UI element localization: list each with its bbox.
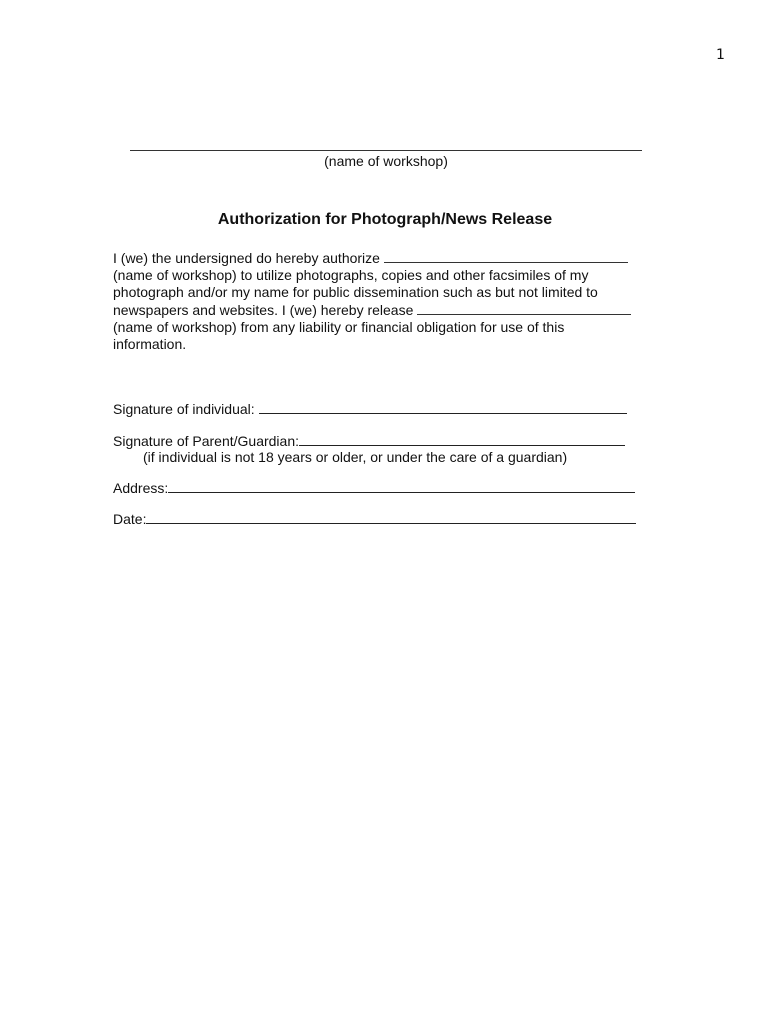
release-workshop-blank[interactable] bbox=[417, 301, 631, 315]
signature-guardian-field[interactable] bbox=[299, 432, 625, 446]
body-line-4 bbox=[113, 301, 658, 319]
address-field[interactable] bbox=[168, 479, 635, 493]
guardian-note: (if individual is not 18 years or older, or under the care of a guardian) bbox=[143, 449, 568, 465]
page-number: 1 bbox=[716, 47, 725, 63]
body-line-1 bbox=[113, 249, 658, 267]
date-label: Date: bbox=[113, 511, 147, 527]
address-row bbox=[113, 479, 635, 497]
authorization-paragraph bbox=[113, 249, 658, 353]
document-title: Authorization for Photograph/News Release bbox=[217, 211, 553, 228]
date-field[interactable] bbox=[146, 510, 636, 524]
signature-guardian-label: Signature of Parent/Guardian: bbox=[113, 433, 300, 449]
workshop-name-line[interactable] bbox=[130, 150, 642, 151]
body-line-3: photograph and/or my name for public dissemination such as but not limited to bbox=[113, 284, 598, 300]
signature-individual-row bbox=[113, 400, 627, 418]
body-line-5: (name of workshop) from any liability or financial obligation for use of this bbox=[113, 319, 565, 335]
workshop-name-caption: (name of workshop) bbox=[324, 153, 448, 169]
date-row bbox=[113, 510, 636, 528]
body-line-6: information. bbox=[113, 336, 187, 352]
authorize-workshop-blank[interactable] bbox=[384, 249, 628, 263]
signature-guardian-row bbox=[113, 432, 625, 450]
body-line-2: (name of workshop) to utilize photographs, copies and other facsimiles of my bbox=[113, 267, 589, 283]
signature-individual-label: Signature of individual: bbox=[113, 401, 255, 417]
signature-individual-field[interactable] bbox=[259, 400, 627, 414]
address-label: Address: bbox=[113, 480, 169, 496]
body-line-4-text: newspapers and websites. I (we) hereby release bbox=[113, 302, 414, 318]
body-line-1-text: I (we) the undersigned do hereby authorize bbox=[113, 250, 380, 266]
